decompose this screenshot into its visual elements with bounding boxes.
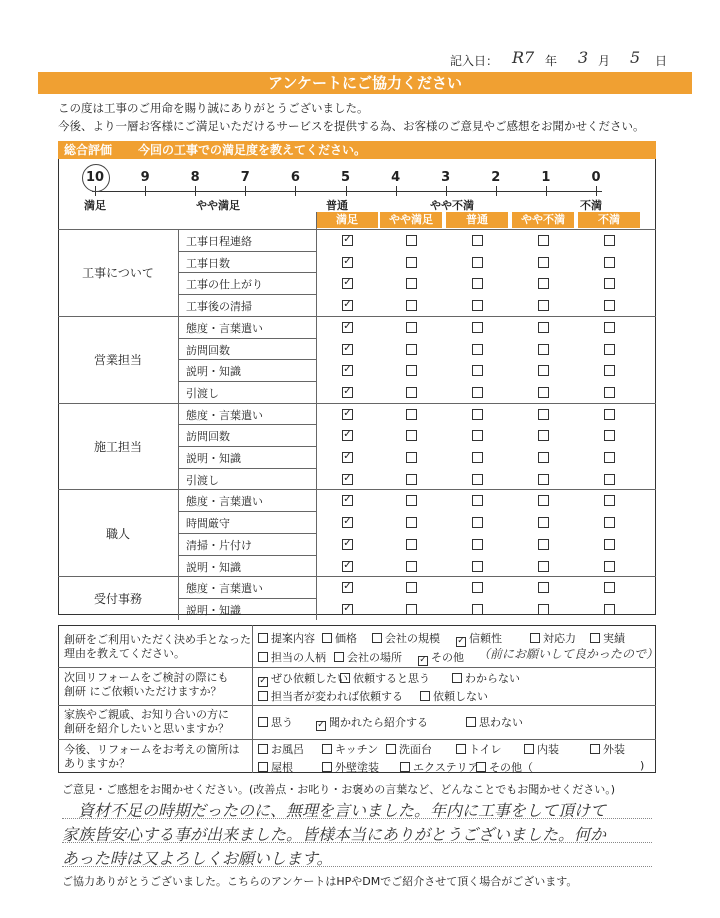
rating-checkbox[interactable] bbox=[472, 409, 483, 420]
rating-checkbox[interactable]: ✓ bbox=[343, 342, 352, 354]
rating-checkbox[interactable] bbox=[604, 300, 615, 311]
option-checkbox[interactable] bbox=[590, 744, 600, 754]
scale-number: 3 bbox=[441, 170, 451, 185]
scale-number: 0 bbox=[591, 170, 601, 185]
option-checkbox[interactable] bbox=[372, 633, 382, 643]
rating-checkbox[interactable]: ✓ bbox=[343, 537, 352, 549]
grid-vline bbox=[316, 212, 317, 620]
item-divider bbox=[178, 533, 316, 534]
option-checkbox[interactable] bbox=[400, 762, 410, 772]
rating-checkbox[interactable] bbox=[538, 430, 549, 441]
option-checkbox[interactable]: ✓ bbox=[419, 655, 427, 665]
q3-option[interactable] bbox=[258, 714, 293, 730]
option-label: 会社の規模 bbox=[385, 632, 440, 645]
q4-option[interactable] bbox=[322, 741, 378, 757]
banner-title: アンケートにご協力ください bbox=[38, 72, 692, 94]
q-vdivider bbox=[252, 625, 253, 773]
rating-checkbox[interactable] bbox=[472, 604, 483, 615]
option-label: 屋根 bbox=[271, 761, 293, 774]
q2-text-line: 創研 にご依頼いただけますか？ bbox=[64, 685, 222, 698]
rating-checkbox[interactable] bbox=[406, 344, 417, 355]
option-label: 会社の場所 bbox=[347, 651, 402, 664]
rating-checkbox[interactable] bbox=[472, 300, 483, 311]
overall-question: 今回の工事での満足度を教えてください。 bbox=[138, 143, 367, 157]
q4-option[interactable] bbox=[456, 741, 501, 757]
q2-option[interactable] bbox=[258, 670, 348, 687]
q1-text-line: 創研をご利用いただく決め手となった bbox=[64, 633, 251, 646]
option-checkbox[interactable] bbox=[322, 762, 332, 772]
q1-text-line: 理由を教えてください。 bbox=[64, 647, 185, 660]
selected-score-circle bbox=[82, 164, 110, 192]
q4-option[interactable] bbox=[400, 759, 479, 775]
item-label: 態度・言葉遣い bbox=[186, 408, 263, 422]
q2-option[interactable] bbox=[420, 688, 488, 704]
option-checkbox[interactable] bbox=[476, 762, 486, 772]
option-label: 外壁塗装 bbox=[335, 761, 379, 774]
rating-checkbox[interactable] bbox=[604, 474, 615, 485]
rating-checkbox[interactable] bbox=[472, 561, 483, 572]
option-checkbox[interactable] bbox=[456, 744, 466, 754]
item-label: 態度・言葉遣い bbox=[186, 582, 263, 596]
q1-option[interactable] bbox=[530, 630, 576, 646]
rating-checkbox[interactable] bbox=[538, 387, 549, 398]
group-name: 職人 bbox=[105, 526, 130, 541]
option-checkbox[interactable] bbox=[258, 762, 268, 772]
date-year: R7 bbox=[512, 48, 535, 67]
scale-number: 8 bbox=[190, 170, 200, 185]
rating-checkbox[interactable] bbox=[472, 322, 483, 333]
rating-checkbox[interactable] bbox=[472, 452, 483, 463]
rating-checkbox[interactable]: ✓ bbox=[343, 234, 352, 245]
option-checkbox[interactable]: ✓ bbox=[317, 720, 325, 730]
item-label: 引渡し bbox=[186, 386, 219, 400]
scale-label: やや不満 bbox=[430, 199, 474, 212]
rating-checkbox[interactable] bbox=[472, 365, 483, 376]
q4-option[interactable] bbox=[258, 741, 304, 757]
rating-checkbox[interactable]: ✓ bbox=[343, 472, 352, 484]
rating-checkbox[interactable] bbox=[472, 495, 483, 506]
group-divider bbox=[58, 403, 656, 404]
rating-checkbox[interactable] bbox=[538, 604, 549, 615]
rating-checkbox[interactable] bbox=[406, 235, 417, 246]
q4-option[interactable] bbox=[386, 741, 432, 757]
rating-checkbox[interactable]: ✓ bbox=[343, 299, 352, 311]
option-checkbox[interactable] bbox=[322, 633, 332, 643]
rating-checkbox[interactable] bbox=[538, 495, 549, 506]
scale-number: 1 bbox=[541, 170, 551, 185]
option-label: 信頼性 bbox=[469, 632, 502, 645]
rating-checkbox[interactable]: ✓ bbox=[343, 581, 352, 593]
option-checkbox[interactable] bbox=[590, 633, 600, 643]
rating-checkbox[interactable] bbox=[604, 235, 615, 246]
comment-line-3: あった時は又よろしくお願いします。 bbox=[62, 849, 333, 868]
q4-text bbox=[64, 743, 239, 771]
date-label: 記入日： bbox=[450, 54, 499, 68]
rating-checkbox[interactable] bbox=[604, 365, 615, 376]
column-header: やや満足 bbox=[380, 212, 442, 228]
option-label: 対応力 bbox=[543, 632, 576, 645]
rating-checkbox[interactable] bbox=[406, 365, 417, 376]
scale-number: 9 bbox=[140, 170, 150, 185]
item-divider bbox=[178, 598, 316, 599]
option-checkbox[interactable] bbox=[258, 633, 268, 643]
q4-text-line: 今後、リフォームをお考えの箇所は bbox=[64, 743, 240, 756]
rating-checkbox[interactable] bbox=[604, 582, 615, 593]
rating-checkbox[interactable] bbox=[538, 474, 549, 485]
comment-line-2: 家族皆安心する事が出来ました。皆様本当にありがとうございました。何か bbox=[62, 825, 607, 844]
item-label: 工事後の清掃 bbox=[186, 300, 252, 314]
group-name: 営業担当 bbox=[93, 353, 142, 368]
option-label: 洗面台 bbox=[399, 743, 432, 756]
q2-option[interactable] bbox=[258, 688, 403, 704]
rating-checkbox[interactable] bbox=[406, 257, 417, 268]
option-label: 依頼すると思う bbox=[353, 672, 430, 685]
group-divider bbox=[58, 489, 656, 490]
item-divider bbox=[178, 272, 316, 273]
item-divider bbox=[178, 446, 316, 447]
option-checkbox[interactable] bbox=[530, 633, 540, 643]
rating-checkbox[interactable]: ✓ bbox=[343, 494, 352, 506]
q3-option[interactable] bbox=[316, 714, 428, 731]
option-label: 外装 bbox=[603, 743, 625, 756]
item-label: 訪問回数 bbox=[186, 430, 230, 444]
rating-checkbox[interactable] bbox=[538, 344, 549, 355]
q2-option[interactable] bbox=[340, 670, 430, 686]
q-divider bbox=[58, 705, 656, 706]
q2-text-line: 次回リフォームをご検討の際にも bbox=[64, 671, 229, 684]
option-checkbox[interactable] bbox=[258, 744, 268, 754]
scale-line bbox=[92, 191, 602, 192]
item-label: 訪問回数 bbox=[186, 343, 230, 357]
item-label: 説明・知識 bbox=[186, 603, 241, 617]
item-label: 説明・知識 bbox=[186, 365, 241, 379]
rating-checkbox[interactable]: ✓ bbox=[343, 451, 352, 462]
item-label: 工事日数 bbox=[186, 256, 230, 270]
q1-option[interactable] bbox=[258, 649, 326, 665]
q-divider bbox=[58, 739, 656, 740]
q4-option[interactable] bbox=[258, 759, 293, 775]
rating-checkbox[interactable] bbox=[406, 278, 417, 289]
q4-option[interactable] bbox=[476, 759, 533, 775]
option-label: ぜひ依頼したい bbox=[271, 672, 348, 685]
rating-checkbox[interactable] bbox=[406, 495, 417, 506]
intro-line-2: 今後、より一層お客様にご満足いただけるサービスを提供する為、お客様のご意見やご感想をお聞かせください。 bbox=[58, 119, 645, 133]
item-label: 説明・知識 bbox=[186, 452, 241, 465]
rating-checkbox[interactable]: ✓ bbox=[343, 255, 352, 267]
option-label: その他 bbox=[431, 651, 464, 664]
rating-checkbox[interactable] bbox=[538, 409, 549, 420]
q1-other-text[interactable]: （前にお願いして良かったので） bbox=[478, 647, 659, 661]
rating-checkbox[interactable] bbox=[604, 604, 615, 615]
column-header: 満足 bbox=[316, 212, 378, 228]
comment-line-1: 資材不足の時期だったのに、無理を言いました。年内に工事をして頂けて bbox=[78, 801, 607, 820]
rating-checkbox[interactable]: ✓ bbox=[343, 429, 352, 441]
scale-label: 不満 bbox=[580, 199, 602, 212]
rating-checkbox[interactable] bbox=[472, 474, 483, 485]
rating-checkbox[interactable] bbox=[406, 604, 417, 615]
date-month-unit: 月 bbox=[598, 54, 611, 68]
intro-line-1: この度は工事のご用命を賜り誠にありがとうございました。 bbox=[58, 101, 369, 115]
rating-checkbox[interactable] bbox=[604, 322, 615, 333]
option-label: お風呂 bbox=[271, 743, 304, 756]
item-label: 工事日程連絡 bbox=[186, 235, 252, 248]
rating-checkbox[interactable]: ✓ bbox=[343, 320, 352, 332]
scale-number: 4 bbox=[391, 170, 401, 185]
q-divider bbox=[58, 667, 656, 668]
item-divider bbox=[178, 359, 316, 360]
item-divider bbox=[178, 511, 316, 512]
q2-option[interactable] bbox=[452, 670, 520, 686]
group-name: 工事について bbox=[82, 266, 154, 281]
q1-option[interactable] bbox=[418, 649, 464, 666]
item-divider bbox=[178, 381, 316, 382]
overall-label: 総合評価 bbox=[64, 143, 113, 157]
q1-text bbox=[64, 633, 251, 661]
rating-checkbox[interactable] bbox=[406, 474, 417, 485]
group-name: 受付事務 bbox=[93, 591, 142, 606]
option-checkbox[interactable] bbox=[452, 673, 462, 683]
scale-number: 10 bbox=[85, 170, 105, 185]
group-divider bbox=[58, 229, 656, 230]
scale-label: 普通 bbox=[326, 199, 348, 212]
rating-checkbox[interactable]: ✓ bbox=[343, 516, 352, 528]
option-checkbox[interactable] bbox=[334, 652, 344, 662]
rating-checkbox[interactable] bbox=[538, 582, 549, 593]
option-label: エクステリア bbox=[413, 761, 479, 774]
scale-number: 2 bbox=[491, 170, 501, 185]
option-checkbox[interactable] bbox=[340, 673, 350, 683]
column-header: やや不満 bbox=[512, 212, 574, 228]
option-label: 担当者が変われば依頼する bbox=[271, 690, 403, 703]
column-header: 不満 bbox=[578, 212, 640, 228]
item-divider bbox=[178, 338, 316, 339]
q3-text bbox=[64, 708, 229, 736]
rating-checkbox[interactable] bbox=[406, 561, 417, 572]
option-label: 提案内容 bbox=[271, 632, 315, 645]
date-year-unit: 年 bbox=[545, 54, 558, 68]
item-divider bbox=[178, 468, 316, 469]
rating-checkbox[interactable]: ✓ bbox=[343, 364, 352, 376]
rating-checkbox[interactable] bbox=[472, 235, 483, 246]
rating-checkbox[interactable] bbox=[538, 561, 549, 572]
rating-checkbox[interactable] bbox=[472, 539, 483, 550]
q1-option[interactable] bbox=[322, 630, 357, 646]
q4-option[interactable] bbox=[322, 759, 379, 775]
rating-checkbox[interactable] bbox=[406, 539, 417, 550]
item-label: 時間厳守 bbox=[186, 517, 230, 531]
option-checkbox[interactable] bbox=[524, 744, 534, 754]
group-name: 施工担当 bbox=[93, 440, 142, 454]
rating-checkbox[interactable] bbox=[538, 539, 549, 550]
rating-checkbox[interactable]: ✓ bbox=[343, 407, 352, 419]
option-checkbox[interactable] bbox=[466, 717, 476, 727]
rating-checkbox[interactable] bbox=[604, 539, 615, 550]
item-label: 態度・言葉遣い bbox=[186, 495, 263, 509]
rating-checkbox[interactable]: ✓ bbox=[343, 277, 352, 289]
rating-checkbox[interactable] bbox=[604, 517, 615, 528]
q1-option[interactable] bbox=[334, 649, 402, 665]
rating-checkbox[interactable] bbox=[406, 387, 417, 398]
option-label: 思わない bbox=[479, 716, 523, 729]
rating-checkbox[interactable] bbox=[538, 235, 549, 246]
q3-option[interactable] bbox=[466, 714, 523, 730]
rating-checkbox[interactable] bbox=[538, 257, 549, 268]
rating-checkbox[interactable] bbox=[604, 387, 615, 398]
overall-header bbox=[58, 141, 656, 159]
rating-checkbox[interactable] bbox=[604, 452, 615, 463]
rating-checkbox[interactable] bbox=[538, 322, 549, 333]
q4-other-close: ) bbox=[640, 759, 645, 772]
option-checkbox[interactable]: ✓ bbox=[259, 676, 267, 686]
date-day: 5 bbox=[630, 48, 641, 67]
q3-text-line: 創研を紹介したいと思いますか？ bbox=[64, 722, 229, 735]
rating-checkbox[interactable] bbox=[472, 582, 483, 593]
rating-checkbox[interactable] bbox=[604, 257, 615, 268]
rating-checkbox[interactable] bbox=[538, 517, 549, 528]
option-checkbox[interactable] bbox=[420, 691, 430, 701]
q1-option[interactable] bbox=[258, 630, 315, 646]
rating-checkbox[interactable] bbox=[406, 517, 417, 528]
rating-checkbox[interactable] bbox=[472, 517, 483, 528]
option-label: 内装 bbox=[537, 743, 559, 756]
rating-checkbox[interactable] bbox=[406, 300, 417, 311]
rating-checkbox[interactable] bbox=[538, 365, 549, 376]
group-divider bbox=[58, 576, 656, 577]
date-day-unit: 日 bbox=[655, 54, 668, 68]
option-checkbox[interactable] bbox=[258, 691, 268, 701]
q4-option[interactable] bbox=[524, 741, 559, 757]
scale-number: 7 bbox=[240, 170, 250, 185]
rating-checkbox[interactable] bbox=[472, 278, 483, 289]
q4-text-line: ありますか？ bbox=[64, 757, 130, 770]
rating-checkbox[interactable] bbox=[472, 387, 483, 398]
option-label: 実績 bbox=[603, 632, 625, 645]
q2-text bbox=[64, 671, 228, 699]
item-label: 引渡し bbox=[186, 473, 219, 487]
rating-checkbox[interactable] bbox=[538, 452, 549, 463]
option-checkbox[interactable] bbox=[258, 652, 268, 662]
rating-checkbox[interactable] bbox=[406, 582, 417, 593]
rating-checkbox[interactable] bbox=[472, 344, 483, 355]
rating-checkbox[interactable] bbox=[604, 278, 615, 289]
item-divider bbox=[178, 424, 316, 425]
rating-checkbox[interactable] bbox=[406, 322, 417, 333]
rating-checkbox[interactable] bbox=[406, 430, 417, 441]
scale-number: 6 bbox=[290, 170, 300, 185]
option-label: その他（ bbox=[489, 761, 533, 774]
rating-checkbox[interactable] bbox=[604, 561, 615, 572]
date-month: 3 bbox=[578, 48, 589, 67]
rating-checkbox[interactable] bbox=[604, 430, 615, 441]
option-checkbox[interactable]: ✓ bbox=[457, 636, 465, 646]
rating-checkbox[interactable] bbox=[538, 300, 549, 311]
q1-option[interactable] bbox=[372, 630, 440, 646]
option-checkbox[interactable] bbox=[258, 717, 268, 727]
rating-checkbox[interactable] bbox=[604, 495, 615, 506]
option-label: 担当の人柄 bbox=[271, 651, 326, 664]
rating-checkbox[interactable]: ✓ bbox=[343, 559, 352, 571]
rating-checkbox[interactable] bbox=[406, 409, 417, 420]
scale-label: 満足 bbox=[84, 199, 106, 212]
option-label: 思う bbox=[271, 716, 293, 729]
q1-option[interactable] bbox=[590, 630, 625, 646]
item-label: 態度・言葉遣い bbox=[186, 321, 263, 335]
rating-checkbox[interactable] bbox=[538, 278, 549, 289]
rating-checkbox[interactable]: ✓ bbox=[343, 385, 352, 397]
item-label: 説明・知識 bbox=[186, 560, 241, 574]
scale-number: 5 bbox=[340, 170, 351, 185]
scale-label: やや満足 bbox=[196, 199, 240, 212]
option-label: わからない bbox=[465, 672, 520, 685]
group-divider bbox=[58, 316, 656, 317]
rating-checkbox[interactable] bbox=[604, 409, 615, 420]
option-label: キッチン bbox=[335, 743, 379, 756]
footer-note: ご協力ありがとうございました。こちらのアンケートはHPやDMでご紹介させて頂く場合がございます。 bbox=[62, 875, 578, 888]
item-divider bbox=[178, 294, 316, 295]
item-label: 清掃・片付け bbox=[186, 538, 252, 552]
rating-checkbox[interactable] bbox=[472, 257, 483, 268]
option-label: トイレ bbox=[469, 743, 502, 756]
comment-label: ご意見・ご感想をお聞かせください。(改善点・お叱り・お褒めの言葉など、どんなことでもお聞かせください。) bbox=[62, 783, 616, 796]
q4-option[interactable] bbox=[590, 741, 625, 757]
q3-text-line: 家族やご親戚、お知り合いの方に bbox=[64, 708, 229, 721]
date-row bbox=[450, 50, 700, 70]
item-divider bbox=[178, 251, 316, 252]
item-label: 工事の仕上がり bbox=[186, 278, 263, 292]
rating-checkbox[interactable] bbox=[406, 452, 417, 463]
option-label: 価格 bbox=[335, 632, 357, 645]
rating-checkbox[interactable] bbox=[472, 430, 483, 441]
column-header: 普通 bbox=[446, 212, 508, 228]
option-label: 依頼しない bbox=[433, 690, 488, 703]
rating-checkbox[interactable] bbox=[604, 344, 615, 355]
rating-checkbox[interactable]: ✓ bbox=[343, 602, 352, 614]
item-divider bbox=[178, 555, 316, 556]
option-checkbox[interactable] bbox=[322, 744, 332, 754]
option-checkbox[interactable] bbox=[386, 744, 396, 754]
option-label: 聞かれたら紹介する bbox=[329, 716, 428, 729]
